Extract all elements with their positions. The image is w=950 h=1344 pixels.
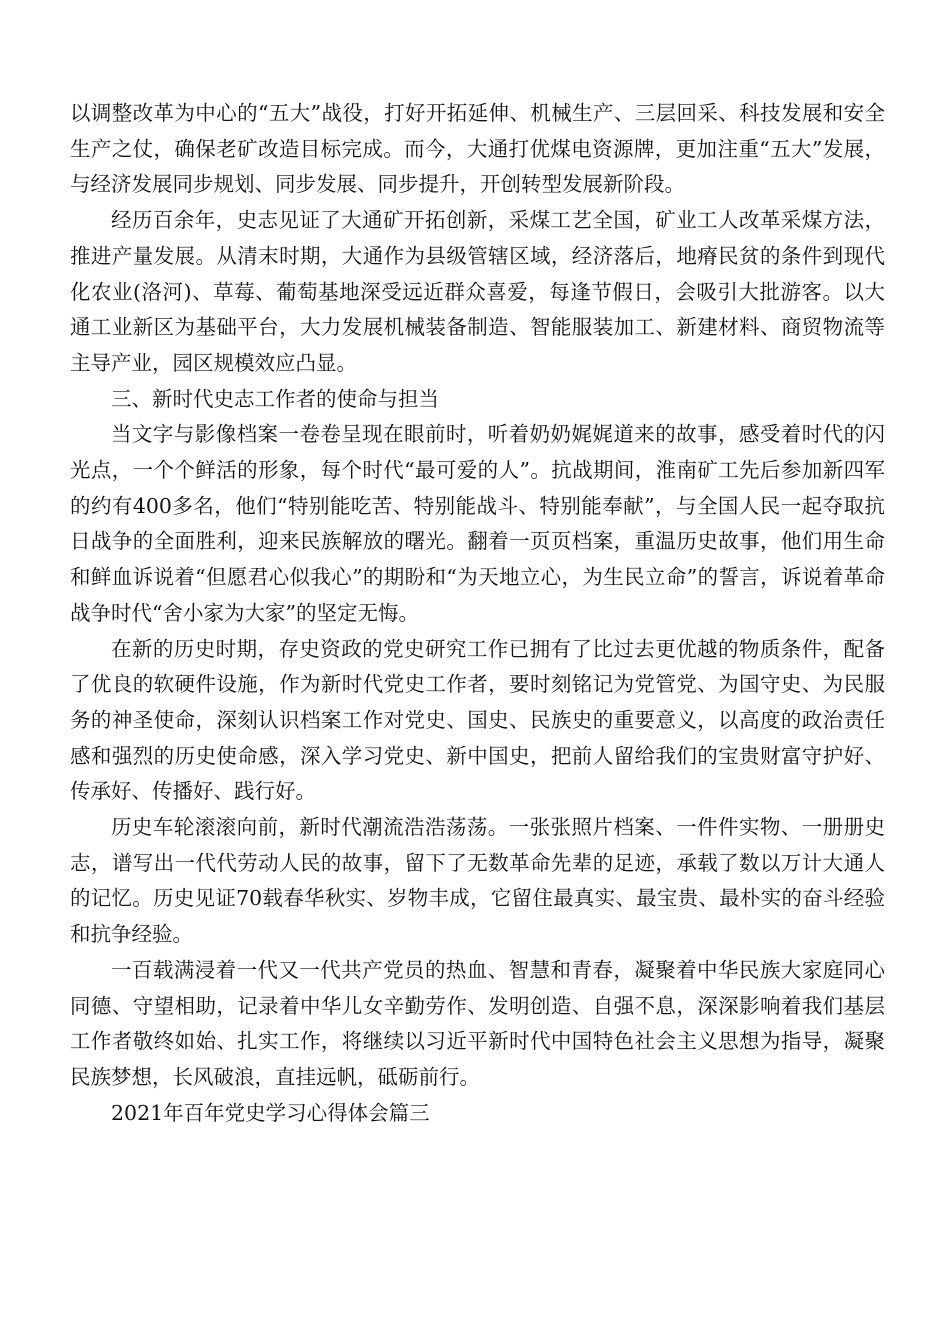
document-body <box>70 96 885 1131</box>
paragraph-history-wheel: 历史车轮滚滚向前，新时代潮流浩浩荡荡。一张张照片档案、一件件实物、一册册史志，谱写出一代代劳动人民的故事，留下了无数革命先辈的足迹，承载了数以万计大通人的记忆。历史见证70载春华秋实、岁物丰成，它留住最真实、最宝贵、最朴实的奋斗经验和抗争经验。 <box>70 815 885 947</box>
next-article-title: 2021年百年党史学习心得体会篇三 <box>111 1100 430 1125</box>
section-heading-mission: 三、新时代史志工作者的使命与担当 <box>111 386 439 411</box>
paragraph-archives-stories: 当文字与影像档案一卷卷呈现在眼前时，听着奶奶娓娓道来的故事，感受着时代的闪光点，一个个鲜活的形象，每个时代“最可爱的人”。抗战期间，淮南矿工先后参加新四军的约有400多名，他们“特别能吃苦、特别能战斗、特别能奉献”，与全国人民一起夺取抗日战争的全面胜利，迎来民族解放的曙光。翻着一页页档案，重温历史故事，他们用生命和鲜血诉说着“但愿君心似我心”的期盼和“为天地立心，为生民立命”的誓言，诉说着革命战争时代“舍小家为大家”的坚定无悔。 <box>70 422 885 625</box>
paragraph-century-history: 经历百余年，史志见证了大通矿开拓创新，采煤工艺全国，矿业工人改革采煤方法，推进产量发展。从清末时期，大通作为县级管辖区域，经济落后，地瘠民贫的条件到现代化农业(洛河)、草莓、葡萄基地深受远近群众喜爱，每逢节假日，会吸引大批游客。以大通工业新区为基础平台，大力发展机械装备制造、智能服装加工、新建材料、商贸物流等主导产业，园区规模效应凸显。 <box>70 208 885 375</box>
paragraph-hundred-years: 一百载满浸着一代又一代共产党员的热血、智慧和青春，凝聚着中华民族大家庭同心同德、守望相助，记录着中华儿女辛勤劳作、发明创造、自强不息，深深影响着我们基层工作者敬终如始、扎实工作，将继续以习近平新时代中国特色社会主义思想为指导，凝聚民族梦想，长风破浪，直挂远帆，砥砺前行。 <box>70 957 885 1089</box>
paragraph-new-era-work: 在新的历史时期，存史资政的党史研究工作已拥有了比过去更优越的物质条件，配备了优良的软硬件设施，作为新时代党史工作者，要时刻铭记为党管党、为国守史、为民服务的神圣使命，深刻认识档案工作对党史、国史、民族史的重要意义，以高度的政治责任感和强烈的历史使命感，深入学习党史、新中国史，把前人留给我们的宝贵财富守护好、传承好、传播好、践行好。 <box>70 636 885 804</box>
paragraph-five-campaigns: 以调整改革为中心的“五大”战役，打好开拓延伸、机械生产、三层回采、科技发展和安全生产之仗，确保老矿改造目标完成。而今，大通打优煤电资源牌，更加注重“五大”发展，与经济发展同步规划、同步发展、同步提升，开创转型发展新阶段。 <box>70 101 885 197</box>
